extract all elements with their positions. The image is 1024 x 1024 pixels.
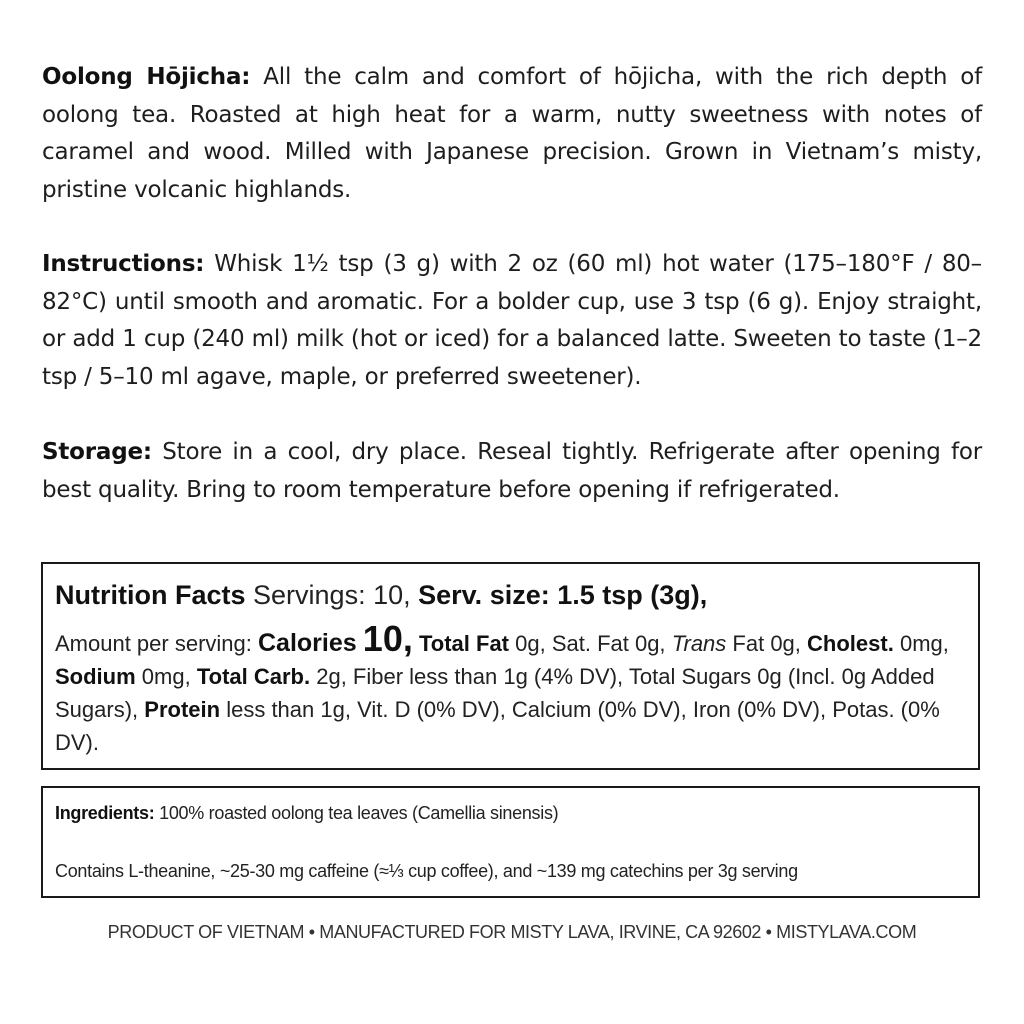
instructions-text: Whisk 1½ tsp (3 g) with 2 oz (60 ml) hot water (175–180°F / 80–82°C) until smooth and aromatic. For a bolder cup, use 3 tsp (6 g). Enjoy straight, or add 1 cup (240 ml) milk (hot or iced) for a balanced latte. Sweeten to taste (1–2 tsp / 5–10 ml agave, maple, or preferred sweetener). xyxy=(42,251,982,390)
instructions-label: Instructions: xyxy=(42,251,205,277)
protein-value: less than 1g, Vit. D (0% DV), Calcium (0% DV), Iron (0% DV), Potas. (0% DV). xyxy=(55,697,940,755)
storage-section xyxy=(42,434,982,509)
total-carb-label: Total Carb. xyxy=(196,664,311,689)
contains-line: Contains L-theanine, ~25-30 mg caffeine (≈⅓ cup coffee), and ~139 mg catechins per 3g serving xyxy=(55,861,798,881)
cholesterol-value: 0mg, xyxy=(899,631,949,656)
total-fat-value: 0g, Sat. Fat 0g, xyxy=(515,631,666,656)
nutrition-facts-title: Nutrition Facts xyxy=(55,580,246,610)
protein-label: Protein xyxy=(144,697,221,722)
amount-per-serving-label: Amount per serving: xyxy=(55,631,252,656)
product-description-text: All the calm and comfort of hōjicha, with the rich depth of oolong tea. Roasted at high heat for a warm, nutty sweetness with notes of caramel and wood. Milled with Japanese precision. Grown in Vietnam’s misty, pristine volcanic highlands. xyxy=(42,64,982,203)
servings-text: Servings: 10, xyxy=(253,580,411,610)
total-fat-label: Total Fat xyxy=(418,631,509,656)
nutrition-details xyxy=(55,618,966,759)
product-description xyxy=(42,59,982,209)
trans-fat-value: Fat 0g, xyxy=(732,631,801,656)
trans-label: Trans xyxy=(671,631,727,656)
total-carb-value: 2g, Fiber less than 1g (4% DV), Total Sugars 0g (Incl. 0g Added Sugars), xyxy=(55,664,935,722)
footer-text: PRODUCT OF VIETNAM • MANUFACTURED FOR MISTY LAVA, IRVINE, CA 92602 • MISTYLAVA.COM xyxy=(107,922,917,942)
ingredients-line xyxy=(55,800,966,826)
instructions-section xyxy=(42,246,982,396)
ingredients-text: 100% roasted oolong tea leaves (Camellia sinensis) xyxy=(159,803,559,823)
sodium-value: 0mg, xyxy=(141,664,191,689)
ingredients-panel xyxy=(41,786,980,898)
storage-text: Store in a cool, dry place. Reseal tightly. Refrigerate after opening for best quality. Bring to room temperature before opening if refrigerated. xyxy=(42,439,982,503)
ingredients-spacer xyxy=(55,826,966,858)
calories-label: Calories xyxy=(258,629,357,657)
storage-label: Storage: xyxy=(42,439,152,465)
product-name-label: Oolong Hōjicha: xyxy=(42,64,251,90)
cholesterol-label: Cholest. xyxy=(807,631,894,656)
ingredients-label: Ingredients: xyxy=(55,803,155,823)
serving-size-text: Serv. size: 1.5 tsp (3g), xyxy=(418,580,708,610)
nutrition-facts-panel xyxy=(41,562,980,770)
sodium-label: Sodium xyxy=(55,664,136,689)
nutrition-header-line xyxy=(55,578,966,612)
calories-value: 10, xyxy=(362,618,413,659)
